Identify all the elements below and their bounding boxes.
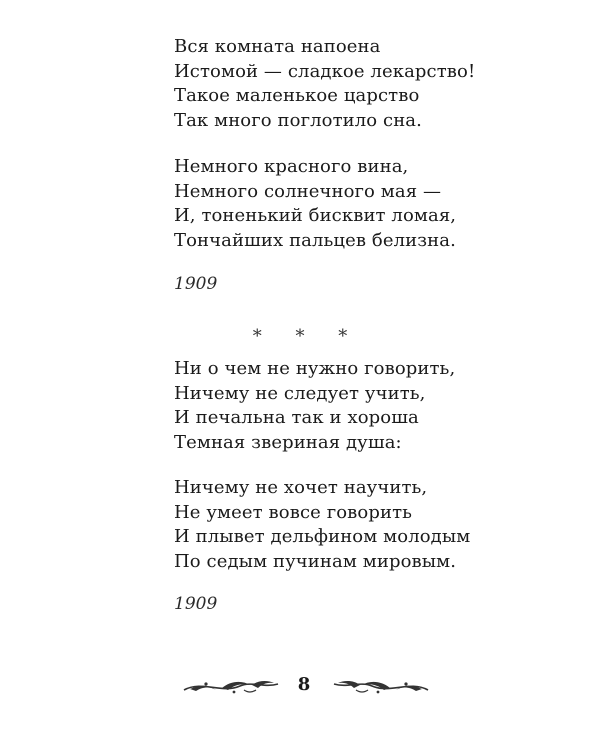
poem-1-stanza-2 <box>174 155 504 253</box>
poem-line: Тончайших пальцев белизна. <box>174 229 456 251</box>
poem-line: Ничему не хочет научить, <box>174 477 428 498</box>
poem-line: Темная звериная душа: <box>174 431 402 453</box>
poem-1-year: 1909 <box>174 274 218 294</box>
poem-2-stanza-1 <box>174 357 504 455</box>
poem-line: Так много поглотило сна. <box>174 109 422 131</box>
poem-2-year: 1909 <box>174 594 218 614</box>
poem-line: И плывет дельфином молодым <box>174 526 471 547</box>
right-flourish-ornament-icon <box>330 676 430 696</box>
poem-line: Истомой — сладкое лекарство! <box>174 60 476 82</box>
section-separator: * * * <box>252 326 362 347</box>
poem-line: Вся комната напоена <box>174 36 381 57</box>
poem-line: Такое маленькое царство <box>174 85 420 106</box>
poem-line: Немного солнечного мая — <box>174 180 442 202</box>
poem-line: Не умеет вовсе говорить <box>174 501 413 523</box>
poem-1 <box>174 35 504 295</box>
poem-line: Немного красного вина, <box>174 156 409 177</box>
poem-line: Ни о чем не нужно говорить, <box>174 358 456 379</box>
left-flourish-ornament-icon <box>182 676 282 696</box>
poem-line: По седым пучинам мировым. <box>174 550 457 572</box>
page-number: 8 <box>297 674 311 695</box>
poem-2 <box>174 357 504 615</box>
poem-line: И печальна так и хороша <box>174 407 419 428</box>
page-footer <box>0 672 600 702</box>
poem-line: Ничему не следует учить, <box>174 382 426 404</box>
poem-1-stanza-1 <box>174 35 504 133</box>
poem-2-stanza-2 <box>174 476 504 574</box>
poem-line: И, тоненький бисквит ломая, <box>174 205 457 226</box>
